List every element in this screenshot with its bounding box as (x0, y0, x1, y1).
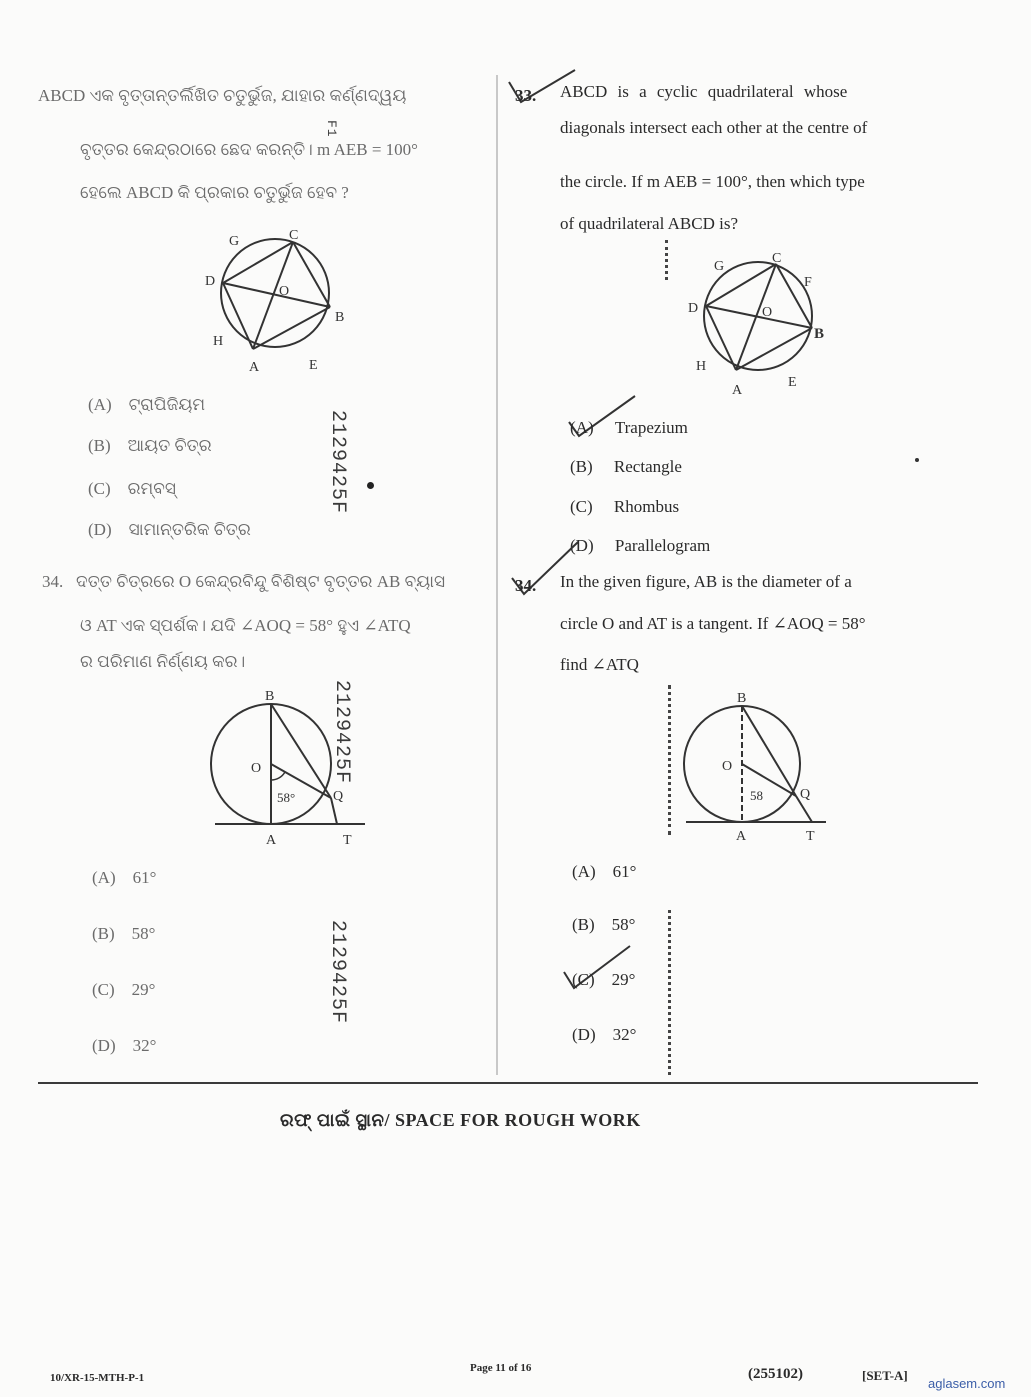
left-q34-option-c: (C) 29° (92, 980, 156, 999)
footer-set: [SET-A] (862, 1368, 908, 1383)
label-f: F (804, 275, 812, 290)
right-q34-line2: circle O and AT is a tangent. If ∠AOQ = 58° (560, 614, 866, 633)
label-angle: 58° (277, 790, 296, 805)
right-q34-line1: In the given figure, AB is the diameter of a (560, 572, 852, 591)
right-q34-option-b: (B) 58° (572, 915, 636, 934)
label-e: E (309, 358, 318, 373)
right-q34-option-c: (C) 29° (572, 970, 636, 989)
label-b: B (737, 691, 747, 706)
label-q: Q (333, 789, 344, 804)
left-q34-option-a: (A) 61° (92, 868, 157, 887)
label-e: E (788, 375, 797, 390)
right-q34-number: 34. (515, 576, 537, 595)
right-q33-option-c: (C) Rhombus (570, 497, 680, 516)
label-h: H (213, 334, 224, 349)
right-q33-line2: diagonals intersect each other at the centre of (560, 118, 868, 137)
label-a: A (266, 833, 277, 848)
right-q33-option-b: (B) Rectangle (570, 457, 682, 476)
left-q34-line2: ଓ AT ଏକ ସ୍ପର୍ଶକ। ଯଦି ∠AOQ = 58° ହୁଏ ∠ATQ (80, 616, 411, 635)
stamp-top-small: F1 (324, 120, 339, 138)
label-t: T (806, 829, 815, 844)
footer-page: Page 11 of 16 (470, 1362, 532, 1374)
label-q: Q (800, 787, 811, 802)
label-b: B (814, 326, 825, 342)
label-o: O (762, 305, 773, 320)
left-q33-option-d: (D) ସାମାନ୍ତରିକ ଚିତ୍ର (88, 520, 251, 539)
left-q33-line2: ବୃତ୍ତର କେନ୍ଦ୍ରଠାରେ ଛେଦ କରନ୍ତି। m AEB = 100° (80, 140, 418, 159)
label-g: G (714, 259, 725, 274)
watermark-link[interactable]: aglasem.com (928, 1376, 1006, 1391)
footer-code: 10/XR-15-MTH-P-1 (50, 1372, 145, 1384)
label-c: C (289, 228, 299, 243)
right-q33-line1: ABCD is a cyclic quadrilateral whose (560, 82, 848, 101)
label-a: A (249, 360, 260, 375)
ink-dot (367, 482, 374, 489)
label-a: A (736, 829, 747, 844)
stamp-dots-1 (665, 240, 671, 280)
roll-stamp-1: 2129425F (326, 410, 349, 515)
left-q34-line3: ର ପରିମାଣ ନିର୍ଣ୍ଣୟ କର। (80, 652, 246, 671)
right-q34-figure (676, 690, 836, 850)
label-d: D (688, 301, 699, 316)
stamp-dots-2 (668, 685, 674, 835)
left-q34-option-b: (B) 58° (92, 924, 156, 943)
right-q33-number: 33. (515, 86, 537, 105)
left-q34-option-d: (D) 32° (92, 1036, 157, 1055)
right-q33-option-d: (D) Parallelogram (570, 536, 711, 555)
label-b: B (265, 689, 275, 704)
left-q33-option-a: (A) ଟ୍ରାପିଜିୟମ (88, 395, 206, 414)
left-q33-option-b: (B) ଆୟତ ଚିତ୍ର (88, 436, 212, 455)
label-g: G (229, 234, 240, 249)
column-divider (496, 75, 498, 1075)
right-q34-option-d: (D) 32° (572, 1025, 637, 1044)
label-d: D (205, 274, 216, 289)
roll-stamp-2: 2129425F (330, 680, 353, 785)
stamp-dots-3 (668, 910, 674, 1075)
left-q33-line3: ହେଲେ ABCD କି ପ୍ରକାର ଚତୁର୍ଭୁଜ ହେବ ? (80, 183, 349, 202)
roll-stamp-3: 2129425F (326, 920, 349, 1025)
bottom-rule (38, 1082, 978, 1084)
label-a: A (732, 383, 743, 398)
label-angle: 58 (750, 788, 763, 803)
right-q34-option-a: (A) 61° (572, 862, 637, 881)
label-o: O (722, 759, 733, 774)
label-o: O (279, 284, 290, 299)
left-q34-line1: 34. ଦତ୍ତ ଚିତ୍ରରେ O କେନ୍ଦ୍ରବିନ୍ଦୁ ବିଶିଷ୍ଟ ବୃତ୍ତର AB ବ୍ୟାସ (42, 572, 446, 591)
label-c: C (772, 251, 782, 266)
left-q33-figure (195, 225, 355, 375)
right-q33-line3: the circle. If m AEB = 100°, then which type (560, 172, 865, 191)
label-b: B (335, 310, 345, 325)
right-q33-option-a: (A) Trapezium (570, 418, 688, 437)
label-h: H (696, 359, 707, 374)
right-q33-figure (680, 250, 840, 398)
left-q33-line1: ABCD ଏକ ବୃତ୍ତାନ୍ତର୍ଲିଖିତ ଚତୁର୍ଭୁଜ, ଯାହାର କର୍ଣ୍ଣଦ୍ୱୟ (38, 86, 407, 105)
label-t: T (343, 833, 352, 848)
right-q33-line4: of quadrilateral ABCD is? (560, 214, 738, 233)
left-q33-option-c: (C) ରମ୍ବସ୍ (88, 479, 176, 498)
footer-paper-id: (255102) (748, 1366, 803, 1382)
label-o: O (251, 761, 262, 776)
rough-work-label: ରଫ୍ ପାଇଁ ସ୍ଥାନ/ SPACE FOR ROUGH WORK (280, 1110, 641, 1130)
ink-dot-right (915, 458, 919, 462)
right-q34-line3: find ∠ATQ (560, 655, 639, 674)
